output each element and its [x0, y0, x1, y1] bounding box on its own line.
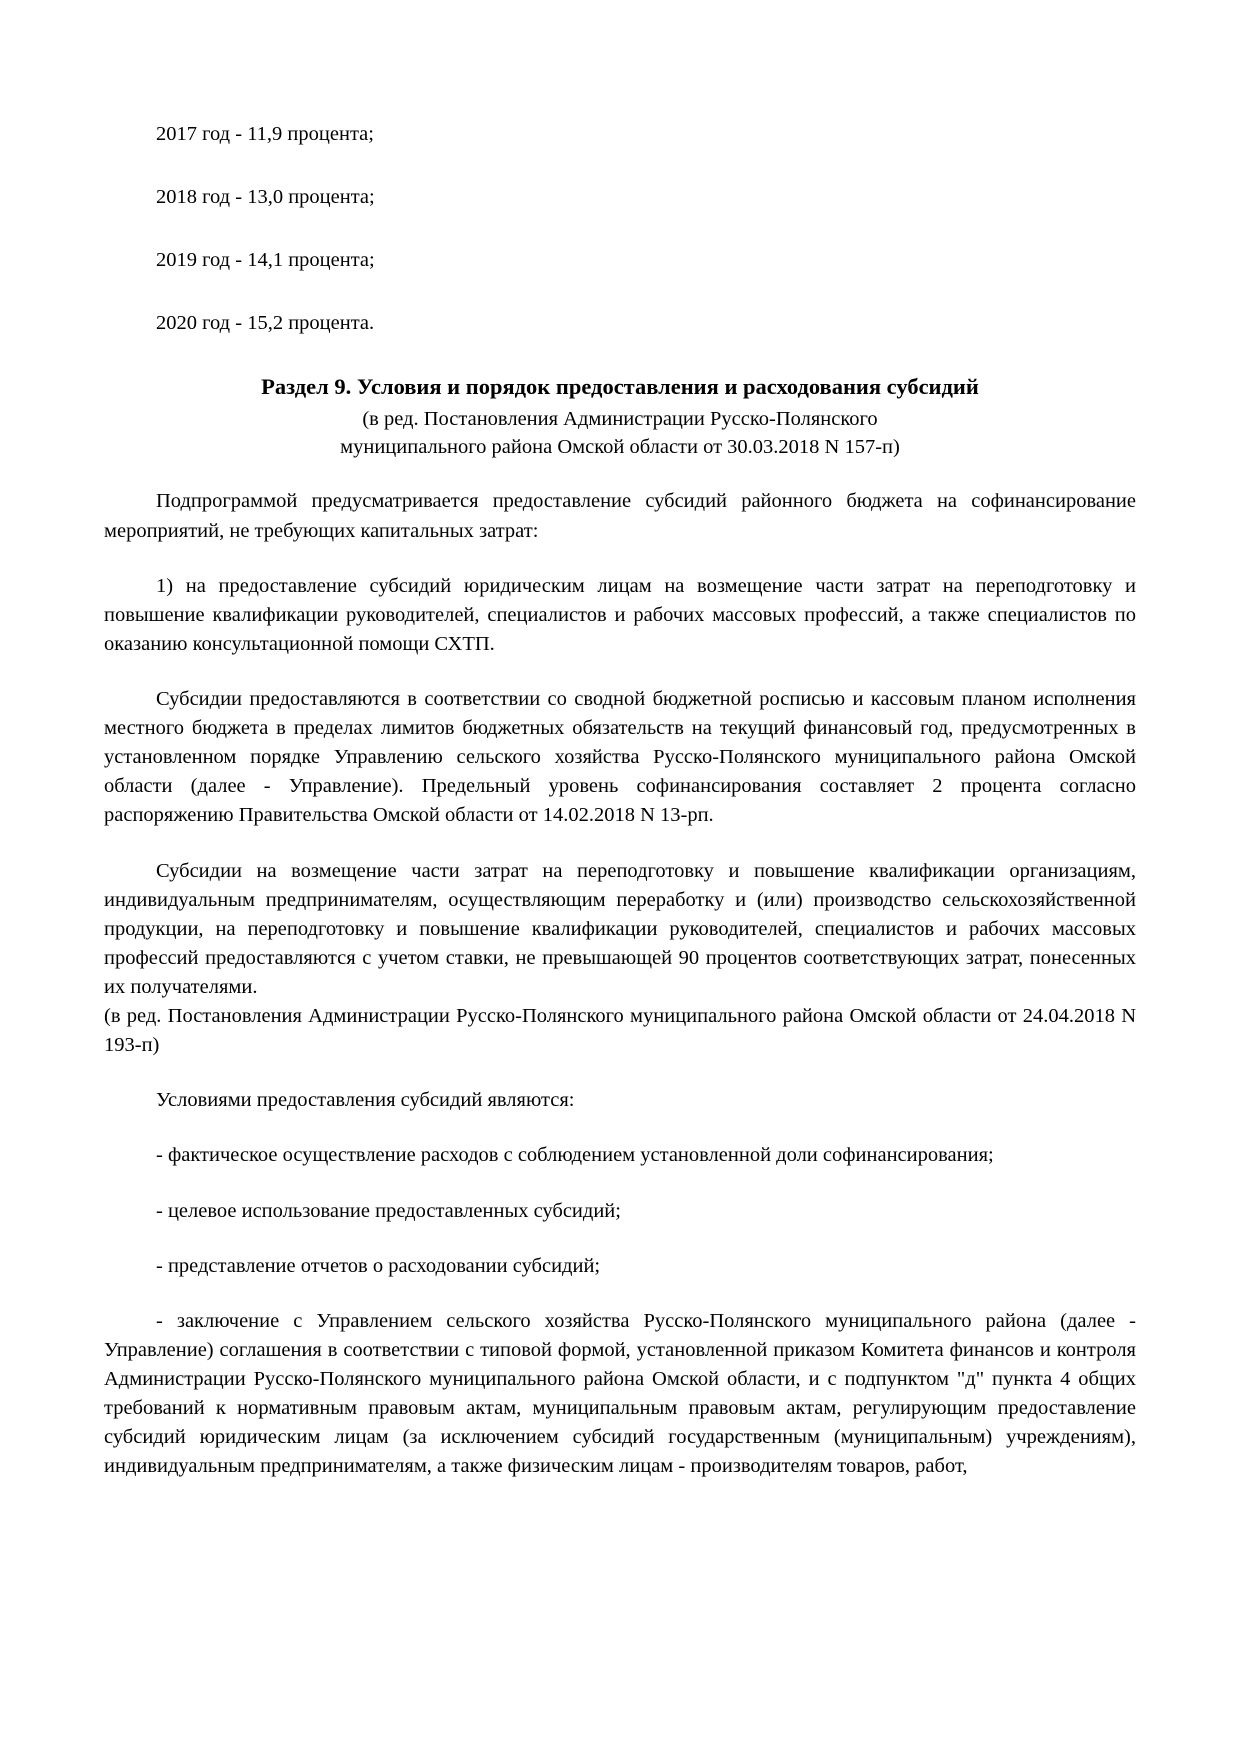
condition-item-reports: - представление отчетов о расходовании субсидий;	[156, 1254, 601, 1277]
heading-attribution-line-2: муниципального района Омской области от 30.03.2018 N 157-п)	[340, 435, 900, 458]
year-line-2019: 2019 год - 14,1 процента;	[156, 249, 375, 272]
paragraph-subsidies-provided: Субсидии предоставляются в соответствии со сводной бюджетной росписью и кассовым планом исполнения местного бюджета в пределах лимитов бюджетных обязательств на текущий финансовый год, предусмотренных в установленном порядке Управлению сельского хозяйства Русско-Полянского муниципального района Омской области (далее - Управление). Предельный уровень софинансирования составляет 2 процента согласно распоряжению Правительства Омской области от 14.02.2018 N 13-рп.	[104, 687, 1136, 827]
document-body	[104, 120, 1136, 1481]
condition-item-actual-expenses: - фактическое осуществление расходов с соблюдением установленной доли софинансирования;	[156, 1144, 994, 1167]
year-line-2020: 2020 год - 15,2 процента.	[156, 312, 375, 335]
year-line-2018: 2018 год - 13,0 процента;	[156, 186, 375, 209]
heading-attribution	[104, 406, 1136, 462]
amendment-note-193p: (в ред. Постановления Администрации Русско-Полянского муниципального района Омской области от 24.04.2018 N 193-п)	[104, 1005, 1136, 1057]
year-line-2017: 2017 год - 11,9 процента;	[156, 123, 374, 145]
heading-attribution-line-1: (в ред. Постановления Администрации Русско-Полянского	[362, 407, 878, 430]
section-heading: Раздел 9. Условия и порядок предоставления и расходования субсидий	[261, 374, 979, 400]
condition-item-agreement: - заключение с Управлением сельского хозяйства Русско-Полянского муниципального района (далее - Управление) соглашения в соответствии с типовой формой, установленной приказом Комитета финансов и контроля Администрации Русско-Полянского муниципального района Омской области, и с подпунктом "д" пункта 4 общих требований к нормативным правовым актам, муниципальным правовым актам, регулирующим предоставление субсидий юридическим лицам (за исключением субсидий государственным (муниципальным) учреждениям), индивидуальным предпринимателям, а также физическим лицам - производителям товаров, работ,	[104, 1309, 1136, 1478]
paragraph-subprogram-intro: Подпрограммой предусматривается предоставление субсидий районного бюджета на софинансирование мероприятий, не требующих капитальных затрат:	[104, 490, 1136, 542]
condition-item-targeted-use: - целевое использование предоставленных субсидий;	[156, 1199, 621, 1222]
paragraph-subsidies-reimbursement: Субсидии на возмещение части затрат на переподготовку и повышение квалификации организациям, индивидуальным предпринимателям, осуществляющим переработку и (или) производство сельскохозяйственной продукции, на переподготовку и повышение квалификации руководителей, специалистов и рабочих массовых профессий предоставляются с учетом ставки, не превышающей 90 процентов соответствующих затрат, понесенных их получателями.	[104, 859, 1136, 998]
paragraph-conditions-lead: Условиями предоставления субсидий являются:	[156, 1089, 575, 1112]
paragraph-item-1: 1) на предоставление субсидий юридическим лицам на возмещение части затрат на переподготовку и повышение квалификации руководителей, специалистов и рабочих массовых профессий, а также специалистов по оказанию консультационной помощи СХТП.	[104, 574, 1136, 655]
